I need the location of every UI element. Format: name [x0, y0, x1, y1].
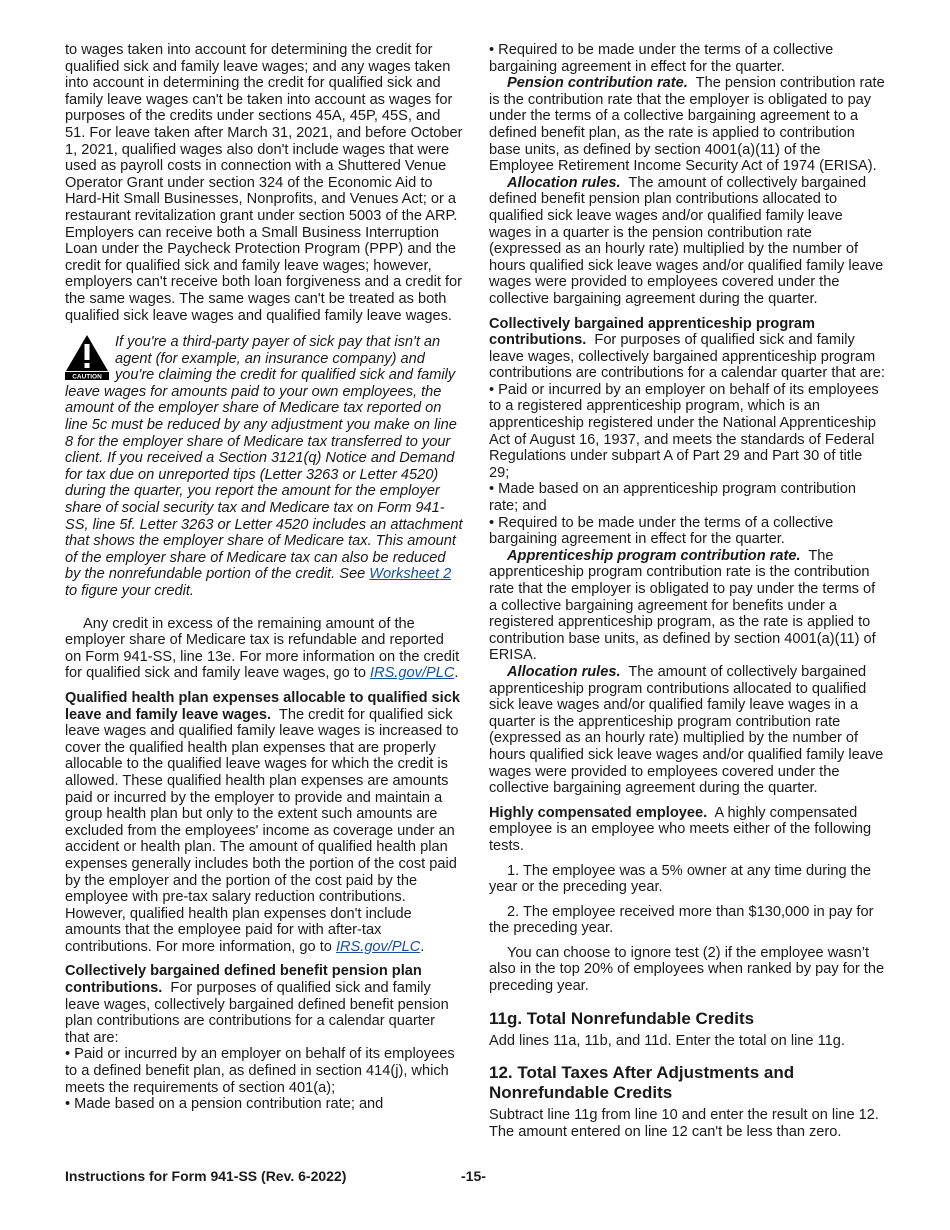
bullet-item: • Made based on an apprenticeship program contribution rate; and [489, 481, 886, 514]
paragraph: You can choose to ignore test (2) if the employee wasn’t also in the top 20% of employees when ranked by pay for the preceding year. [489, 944, 885, 995]
caution-text: If you're a third-party payer of sick pay that isn't an agent (for example, an insurance company) and you're claiming the credit for qualified sick and family leave wages for amounts paid to your own employees, the amount of the employer share of Medicare tax reported on line 5c must be reduced by any adjustment you make on line 8 for the employer share of Medicare tax transferred to your client. If you received a Section 3121(q) Notice and Demand for tax due on unreported tips (Letter 3263 or Letter 4520) during the quarter, you report the amount for the employer share of social security tax and Medicare tax on Form 941-SS, line 5f. Letter 3263 or Letter 4520 includes an attachment that shows the employer share of Medicare tax. This amount of the employer share of Medicare tax can also be reduced by the nonrefundable portion of the credit. See [65, 334, 463, 583]
paragraph: The pension contribution rate is the contribution rate that the employer is obligated to pay under the terms of a collective bargaining agreement to a defined benefit plan, as the rate is applied to contribution base units, as defined by section 4001(a)(11) of the Employee Retirement Income Security Act of 1974 (ERISA). [489, 75, 885, 175]
paragraph: For purposes of qualified sick and family leave wages, collectively bargained defined benefit pension plan contributions are contributions for a calendar quarter that are: [65, 980, 449, 1046]
section-title: 11g. Total Nonrefundable Credits [489, 1008, 755, 1028]
paragraph: The amount of collectively bargained defined benefit pension plan contributions allocated to qualified sick leave wages and/or qualified family leave wages in a quarter is the pension contribution rate (expressed as an hourly rate) multiplied by the number of hours qualified sick leave wages and/or qualified family leave wages were provided to employees covered under the collective bargaining agreement during the quarter. [489, 174, 884, 307]
caution-label: CAUTION [72, 373, 102, 381]
bullet-item: • Required to be made under the terms of a collective bargaining agreement in effect for the quarter. [489, 42, 886, 75]
bullet-item: • Paid or incurred by an employer on behalf of its employees to a defined benefit plan, as defined in section 414(j), which meets the requirements of section 401(a); [65, 1046, 463, 1096]
section-heading: Collectively bargained defined benefit pension plan contributions. [65, 963, 422, 997]
section-heading: Qualified health plan expenses allocable to qualified sick leave and family leave wages. [65, 689, 460, 723]
subheading: Allocation rules. [507, 663, 621, 680]
irs-plc-link[interactable]: IRS.gov/PLC [335, 938, 421, 955]
subheading: Apprenticeship program contribution rate. [507, 547, 801, 564]
irs-plc-link[interactable]: IRS.gov/PLC [370, 665, 455, 682]
paragraph: The apprenticeship program contribution rate is the contribution rate that the employer is obligated to pay under the terms of a collective bargaining agreement for benefits under a registered apprenticeship program, as the rate is applied to contribution base units, as defined by section 4001(a)(11) of ERISA. [489, 547, 876, 664]
worksheet-2-link[interactable]: Worksheet 2 [369, 566, 452, 583]
footer-title: Instructions for Form 941-SS (Rev. 6-2022) [65, 1168, 347, 1184]
paragraph: A highly compensated employee is an employee who meets either of the following tests. [489, 804, 872, 854]
paragraph: Add lines 11a, 11b, and 11d. Enter the total on line 11g. [489, 1032, 845, 1049]
caution-box [65, 334, 463, 600]
subheading: Allocation rules. [507, 174, 621, 191]
bullet-item: • Made based on a pension contribution rate; and [65, 1096, 463, 1113]
left-column: to wages taken into account for determining the credit for qualified sick and family leave wages; and any wages taken into account in determining the credit for qualified sick and family leave wages can't be taken into account as wages for purposes of the credits under sections 45A, 45P, 45S, and 51. For leave taken after March 31, 2021, and before October 1, 2021, qualified wages also don't include wages that were used as payroll costs in connection with a Shuttered Venue Operator Grant under section 324 of the Economic Aid to Hard-Hit Small Businesses, Nonprofits, and Venues Act; or a restaurant revitalization grant under section 5003 of the ARP. Employers can receive both a Small Business Interruption Loan under the Paycheck Protection Program (PPP) and the credit for qualified sick and family leave wages; however, employers can't receive both loan forgiveness and a credit for the same wages. The same wages can't be treated as both qualified sick leave wages and qualified family leave wages. CAUTION If you're a third-party payer of sick pay that isn't an agent (for example, an insurance company) and you're claiming the credit for qualified sick and family leave wages for amounts paid to your own employees, the amount of the employer share of Medicare tax reported on line 5c must be reduced by any adjustment you make on line 8 for the employer share of Medicare tax transferred to your client. If you received a Section 3121(q) Notice and Demand for tax due on unreported tips (Letter 3263 or Letter 4520) during the quarter, you report the amount for the employer share of social security tax and Medicare tax on Form 941-SS, line 5f. Letter 3263 or Letter 4520 includes an attachment that shows the employer share of Medicare tax. This amount of the employer share of Medicare tax can also be reduced by the nonrefundable portion of the credit. See Worksheet 2 to figure your credit. Any credit in excess of the remaining amount of the employer share of Medicare tax is refundable and reported on Form 941-SS, line 13e. For more information on the credit for qualified sick and family leave wages, go to IRS.gov/PLC. Qualified health plan expenses allocable to qualified sick leave and family leave wages. The credit for qualified sick leave wages and qualified family leave wages is increased to cover the qualified health plan expenses that are properly allocable to the qualified leave wages for which the credit is allowed. These qualified health plan expenses are amounts paid or incurred by the employer to provide and maintain a group health plan but only to the extent such amounts are excluded from the employees' income as coverage under an accident or health plan. The amount of qualified health plan expenses generally includes both the portion of the cost paid by the employer and the portion of the cost paid by the employee with pre-tax salary reduction contributions. However, qualified health plan expenses don't include amounts that the employee paid for with after-tax contributions. For more information, go to IRS.gov/PLC. Collectively bargained defined benefit pension plan contributions. For purposes of qualified sick and family leave wages, collectively bargained defined benefit pension plan contributions are contributions for a calendar quarter that are: • Paid or incurred by an employer on behalf of its employees to a defined benefit plan, as defined in section 414(j), which meets the requirements of section 401(a); • Made based on a pension contribution rate; and [65, 42, 463, 1113]
right-column [489, 42, 886, 1140]
caution-tail: to figure your credit. [65, 583, 194, 599]
section-heading: Collectively bargained apprenticeship program contributions. [489, 315, 816, 349]
paragraph: The amount of collectively bargained apprenticeship program contributions allocated to qualified sick leave wages and/or qualified family leave wages in a quarter is the apprenticeship program contribution rate (expressed as an hourly rate) multiplied by the number of hours qualified sick leave wages and/or qualified family leave wages were provided to employees covered under the collective bargaining agreement during the quarter. [489, 663, 884, 797]
paragraph: Subtract line 11g from line 10 and enter the result on line 12. The amount entered on line 12 can't be less than zero. [489, 1107, 879, 1140]
section-title: 12. Total Taxes After Adjustments and Nonrefundable Credits [489, 1063, 795, 1103]
caution-icon [65, 334, 109, 380]
paragraph: Any credit in excess of the remaining amount of the employer share of Medicare tax is refundable and reported on Form 941-SS, line 13e. For more information on the credit for qualified sick and family leave wages, go to [65, 615, 460, 682]
subheading: Pension contribution rate. [507, 75, 688, 92]
test-item: 1. The employee was a 5% owner at any time during the year or the preceding year. [489, 862, 871, 896]
page-number: -15- [461, 1168, 486, 1184]
paragraph: to wages taken into account for determining the credit for qualified sick and family leave wages; and any wages taken into account in determining the credit for qualified sick and family leave wages can't be taken into account as wages for purposes of the credits under sections 45A, 45P, 45S, and 51. For leave taken after March 31, 2021, and before October 1, 2021, qualified wages also don't include wages that were used as payroll costs in connection with a Shuttered Venue Operator Grant under section 324 of the Economic Aid to Hard-Hit Small Businesses, Nonprofits, and Venues Act; or a restaurant revitalization grant under section 5003 of the ARP. Employers can receive both a Small Business Interruption Loan under the Paycheck Protection Program (PPP) and the credit for qualified sick and family leave wages; however, employers can't receive both loan forgiveness and a credit for the same wages. The same wages can't be treated as both qualified sick leave wages and qualified family leave wages. [65, 42, 463, 324]
bullet-item: • Required to be made under the terms of a collective bargaining agreement in effect for the quarter. [489, 515, 886, 548]
test-item: 2. The employee received more than $130,000 in pay for the preceding year. [489, 903, 874, 937]
paragraph: The credit for qualified sick leave wages and qualified family leave wages is increased to cover the qualified health plan expenses that are properly allocable to the qualified leave wages for which the credit is allowed. These qualified health plan expenses are amounts paid or incurred by the employer to provide and maintain a group health plan but only to the extent such amounts are excluded from the employees' income as coverage under an accident or health plan. The amount of qualified health plan expenses generally includes both the portion of the cost paid by the employer and the portion of the cost paid by the employee with pre-tax salary reduction contributions. However, qualified health plan expenses don't include amounts that the employee paid for with after-tax contributions. For more information, go to [65, 706, 459, 955]
bullet-item: • Paid or incurred by an employer on behalf of its employees to a registered apprenticeship program, which is an apprenticeship registered under the National Apprenticeship Act of August 16, 1937, and meets the standards of Federal Regulations under subpart A of Part 29 and Part 30 of title 29; [489, 382, 886, 482]
section-heading: Highly compensated employee. [489, 804, 708, 821]
paragraph: For purposes of qualified sick and family leave wages, collectively bargained apprenticeship program contributions are contributions for a calendar quarter that are: [489, 332, 885, 382]
